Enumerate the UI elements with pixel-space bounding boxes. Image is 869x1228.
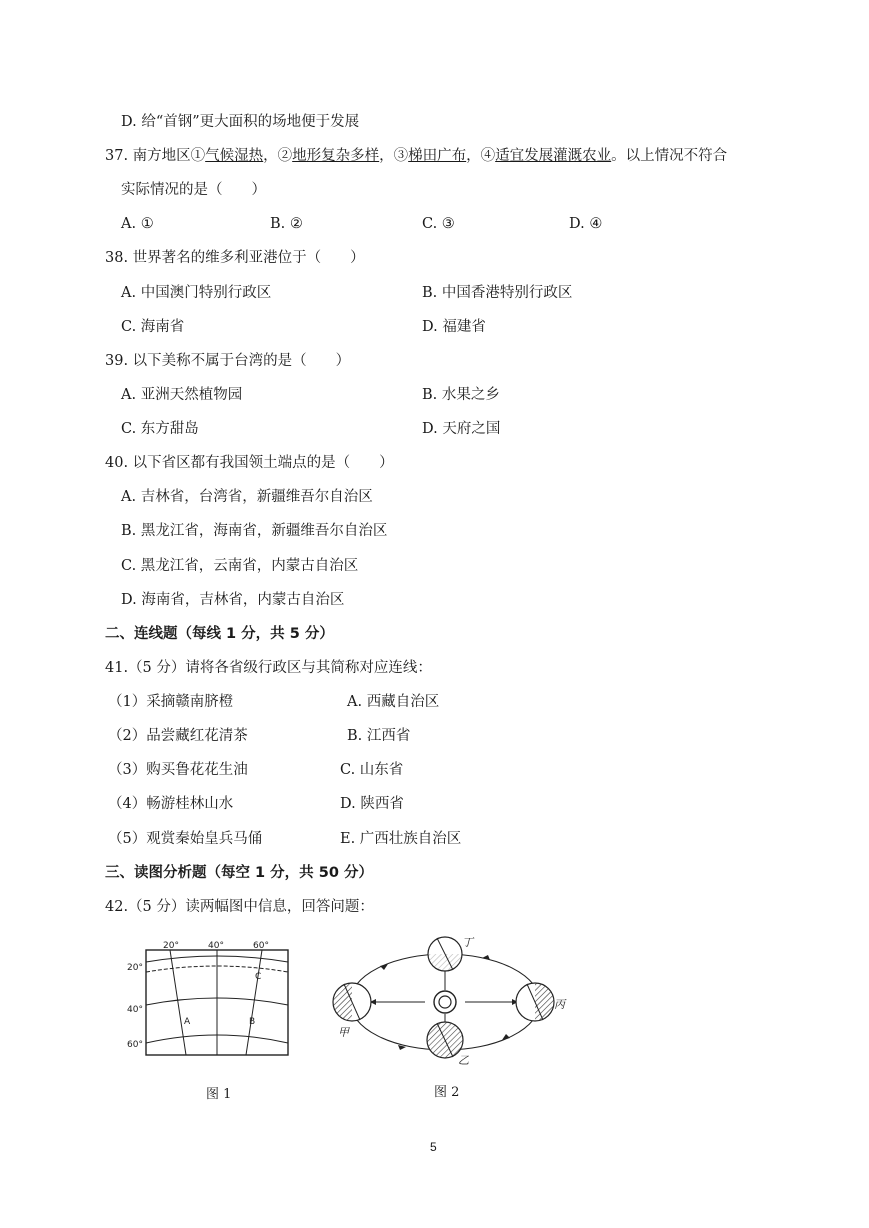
q37-option-a: A. ①: [121, 216, 154, 232]
q41-right-a: A. 西藏自治区: [347, 694, 440, 710]
lat-label-20: 20°: [127, 963, 143, 973]
q41-right-d: D. 陕西省: [340, 796, 404, 812]
label-jia: 甲: [338, 1026, 349, 1039]
q41-stem: 41.（5 分）请将各省级行政区与其简称对应连线：: [105, 660, 432, 676]
q39-option-d: D. 天府之国: [422, 421, 501, 437]
figure-1-caption: 图 1: [206, 1087, 232, 1102]
q37-option-b: B. ②: [270, 216, 303, 232]
q39-option-b: B. 水果之乡: [422, 387, 500, 403]
q37-clause-3: 梯田广布: [408, 148, 467, 164]
q39-option-c: C. 东方甜岛: [121, 421, 199, 437]
earth-jia: [333, 983, 371, 1021]
q41-right-b: B. 江西省: [347, 728, 411, 744]
q40-option-d: D. 海南省，吉林省，内蒙古自治区: [121, 592, 345, 608]
sun-core: [439, 996, 451, 1008]
label-ding: 丁: [462, 936, 473, 949]
q40-stem: 40. 以下省区都有我国领土端点的是（ ）: [105, 455, 394, 471]
q39-option-a: A. 亚洲天然植物园: [121, 387, 243, 403]
section-2-heading: 二、连线题（每线 1 分，共 5 分）: [105, 626, 334, 642]
q38-option-a: A. 中国澳门特别行政区: [121, 285, 272, 301]
figure-1-map: [120, 935, 300, 1070]
q38-option-c: C. 海南省: [121, 319, 185, 335]
section-3-heading: 三、读图分析题（每空 1 分，共 50 分）: [105, 865, 373, 881]
lat-label-40: 40°: [127, 1005, 143, 1015]
q41-left-5: （5）观赏秦始皇兵马俑: [108, 831, 263, 847]
figure-2-caption: 图 2: [434, 1085, 460, 1100]
point-a-label: A: [184, 1017, 191, 1027]
lon-label-20: 20°: [163, 941, 179, 951]
q38-option-b: B. 中国香港特别行政区: [422, 285, 573, 301]
q40-option-b: B. 黑龙江省，海南省，新疆维吾尔自治区: [121, 523, 388, 539]
q41-right-e: E. 广西壮族自治区: [340, 831, 462, 847]
q37-sep-2: ，②: [263, 148, 293, 164]
q41-right-c: C. 山东省: [340, 762, 404, 778]
lon-label-60: 60°: [253, 941, 269, 951]
q37-stem-line2: 实际情况的是（ ）: [121, 182, 266, 198]
point-b-label: B: [249, 1017, 256, 1027]
q37-sep-4: ，④: [466, 148, 496, 164]
q41-left-2: （2）品尝藏红花清茶: [108, 728, 248, 744]
label-yi: 乙: [458, 1054, 469, 1067]
q40-option-c: C. 黑龙江省，云南省，内蒙古自治区: [121, 558, 359, 574]
q39-stem: 39. 以下美称不属于台湾的是（ ）: [105, 353, 351, 369]
q36-option-d: D. 给“首钢”更大面积的场地便于发展: [121, 114, 360, 130]
q41-left-4: （4）畅游桂林山水: [108, 796, 234, 812]
q38-stem: 38. 世界著名的维多利亚港位于（ ）: [105, 250, 365, 266]
earth-yi: [427, 1022, 463, 1058]
earth-ding: [428, 937, 462, 971]
q42-stem: 42.（5 分）读两幅图中信息，回答问题：: [105, 899, 374, 915]
q37-clause-2: 地形复杂多样: [292, 148, 380, 164]
q37-option-c: C. ③: [422, 216, 455, 232]
orbit-arrow-4: [482, 955, 490, 960]
lat-label-60: 60°: [127, 1040, 143, 1050]
earth-bing: [516, 983, 554, 1021]
point-c-label: C: [255, 972, 262, 982]
q38-option-d: D. 福建省: [422, 319, 486, 335]
q41-left-1: （1）采摘赣南脐橙: [108, 694, 234, 710]
page-number: 5: [430, 1140, 437, 1154]
lon-label-40: 40°: [208, 941, 224, 951]
q37-tail: 。以上情况不符合: [611, 148, 728, 164]
label-bing: 丙: [554, 998, 565, 1011]
q37-prefix: 37. 南方地区①: [105, 148, 206, 164]
figure-2-orbit: [320, 928, 570, 1068]
q40-option-a: A. 吉林省，台湾省，新疆维吾尔自治区: [121, 489, 373, 505]
q37-sep-3: ，③: [379, 148, 409, 164]
q37-option-d: D. ④: [569, 216, 603, 232]
q37-clause-4: 适宜发展灌溉农业: [495, 148, 612, 164]
q37-clause-1: 气候湿热: [205, 148, 264, 164]
q41-left-3: （3）购买鲁花花生油: [108, 762, 248, 778]
q37-stem: [105, 146, 727, 166]
